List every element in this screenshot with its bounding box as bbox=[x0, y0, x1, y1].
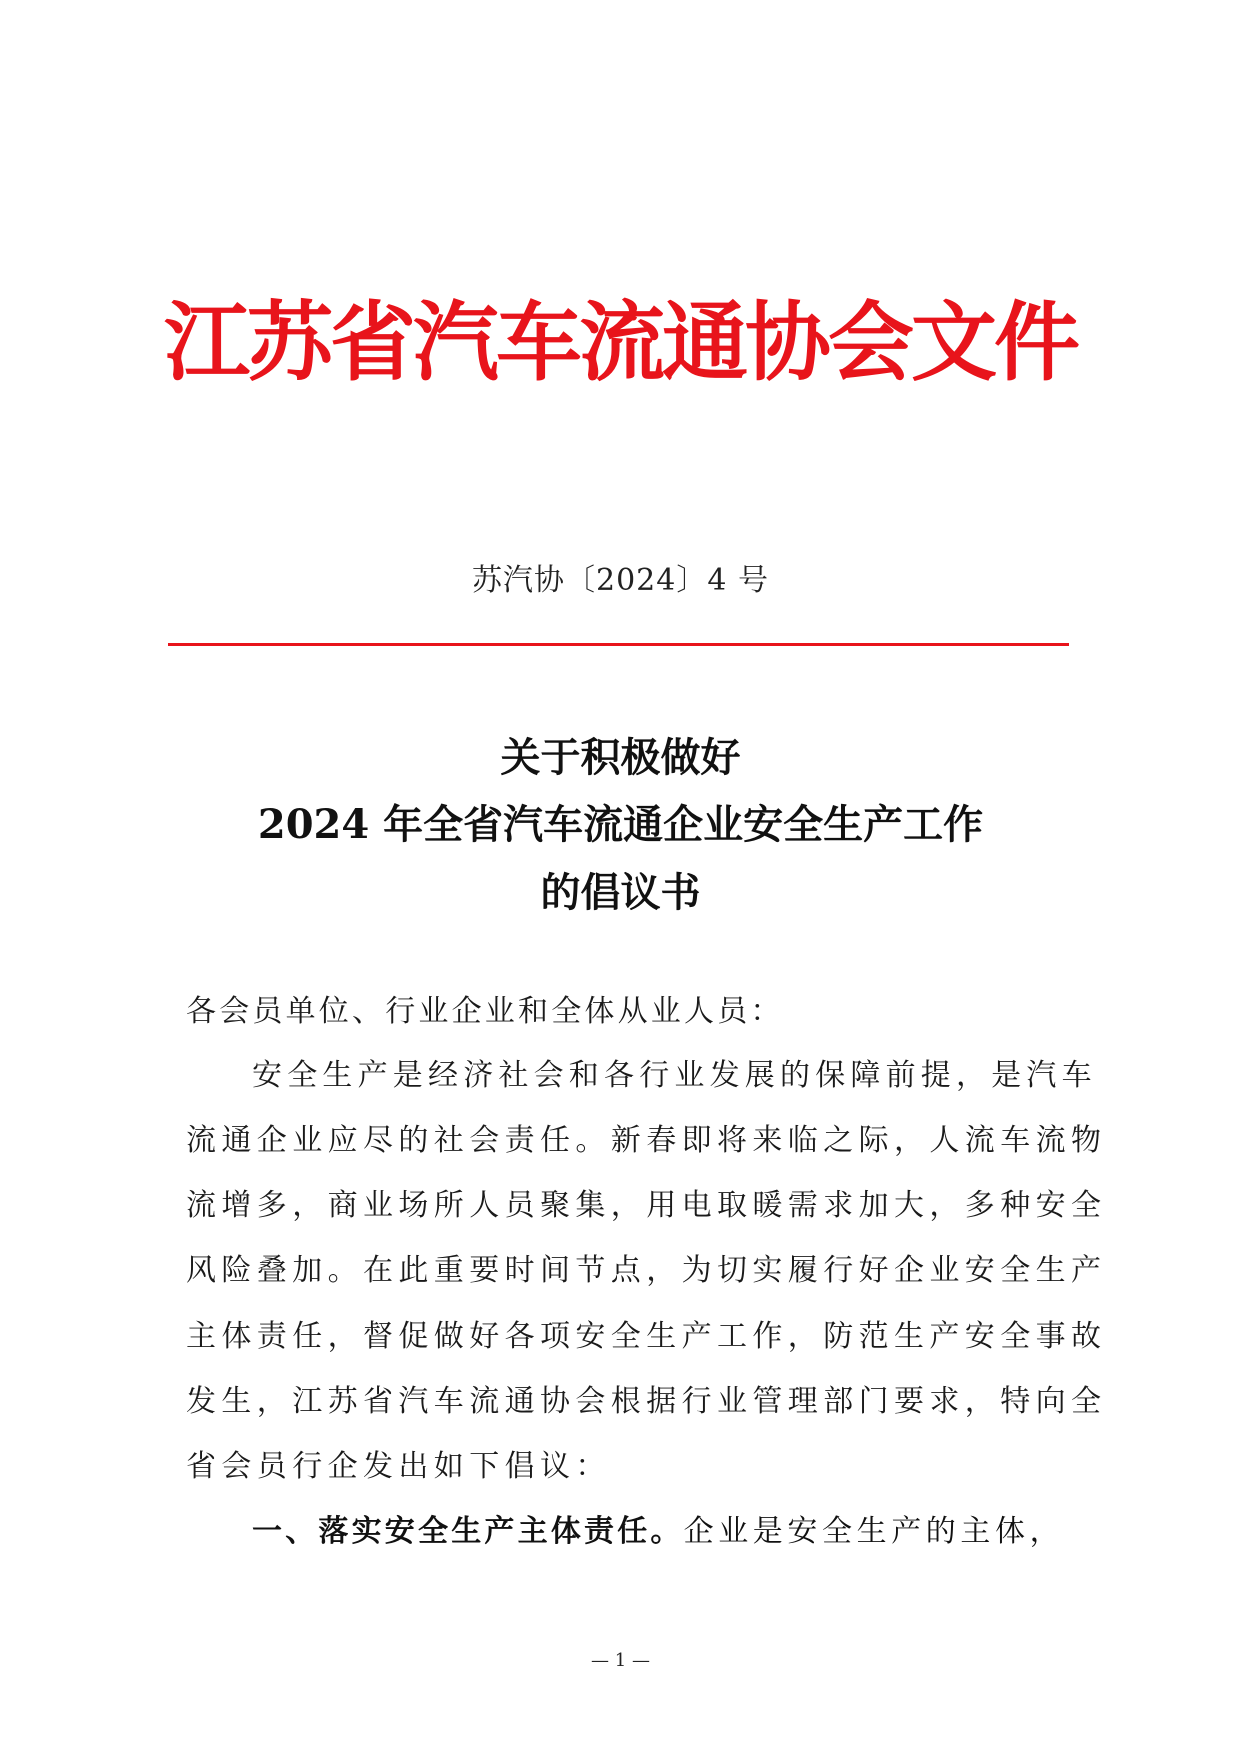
document-title-line-3: 的倡议书 bbox=[540, 869, 701, 916]
section-1-text: 企业是安全生产的主体， bbox=[683, 1514, 1065, 1549]
document-title-line-2: 2024 年全省汽车流通企业安全生产工作 bbox=[257, 801, 984, 848]
paragraph-line: 主体责任，督促做好各项安全生产工作，防范生产安全事故 bbox=[186, 1319, 1107, 1354]
document-number: 苏汽协〔2024〕4 号 bbox=[472, 563, 769, 598]
org-document-header: 江苏省汽车流通协会文件 bbox=[164, 292, 1077, 393]
section-1-heading: 一、落实安全生产主体责任。 bbox=[252, 1514, 684, 1549]
section-1-line bbox=[252, 1514, 1065, 1549]
paragraph-line: 流增多，商业场所人员聚集，用电取暖需求加大，多种安全 bbox=[186, 1188, 1107, 1223]
paragraph-line: 安全生产是经济社会和各行业发展的保障前提，是汽车 bbox=[252, 1058, 1097, 1093]
paragraph-line: 省会员行企发出如下倡议： bbox=[186, 1449, 611, 1484]
paragraph-line: 风险叠加。在此重要时间节点，为切实履行好企业安全生产 bbox=[186, 1253, 1107, 1288]
document-title-line-1: 关于积极做好 bbox=[500, 734, 741, 781]
page-number: — 1 — bbox=[591, 1650, 650, 1671]
paragraph-line: 发生，江苏省汽车流通协会根据行业管理部门要求，特向全 bbox=[186, 1384, 1107, 1419]
paragraph-line: 流通企业应尽的社会责任。新春即将来临之际，人流车流物 bbox=[186, 1123, 1107, 1158]
salutation: 各会员单位、行业企业和全体从业人员： bbox=[186, 994, 784, 1029]
red-divider-rule bbox=[168, 643, 1069, 646]
